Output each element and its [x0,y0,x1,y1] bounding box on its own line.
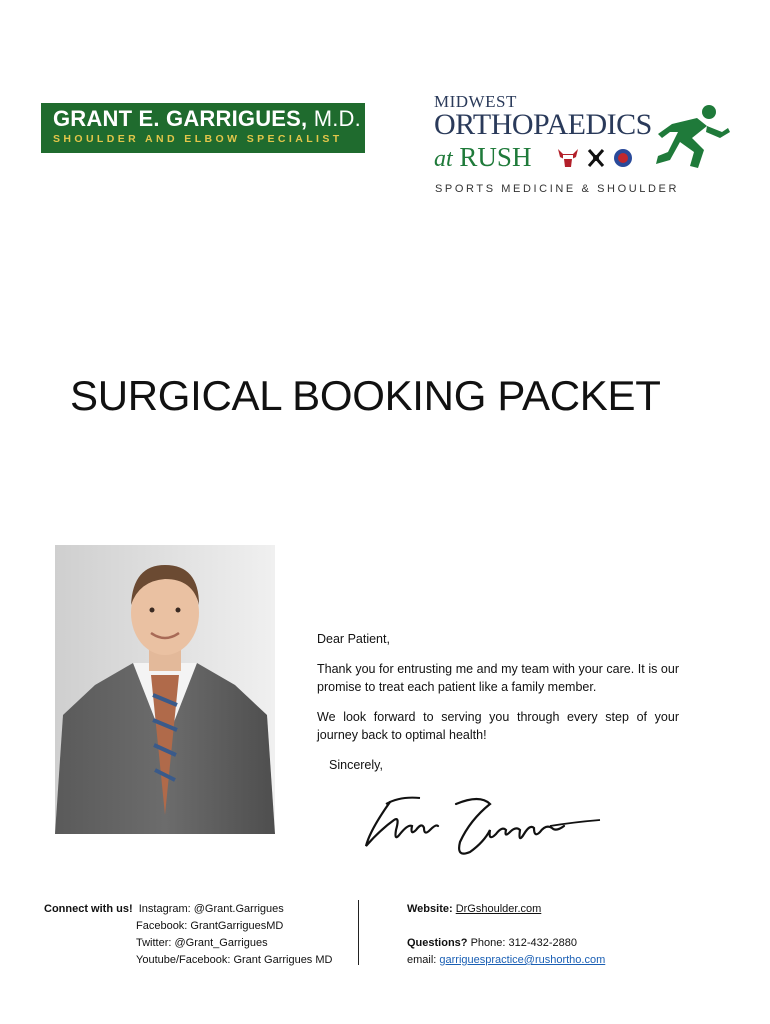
doctor-suffix: M.D. [313,106,361,131]
website-link[interactable]: DrGshoulder.com [455,903,542,915]
practice-logo-line1: MIDWEST [434,92,517,111]
doctor-tagline: SHOULDER AND ELBOW SPECIALIST [53,133,343,145]
letter-greeting: Dear Patient, [317,632,390,646]
connect-label: Connect with us! [44,903,133,915]
doctor-logo [41,103,365,153]
letter-paragraph: Thank you for entrusting me and my team with your care. It is our promise to treat each patient like a family member. [317,662,679,694]
runner-icon [652,102,732,174]
twitter-handle: Twitter: @Grant_Garrigues [136,937,268,949]
fire-emblem-icon [612,147,634,169]
footer-divider [358,900,359,965]
social-links [44,901,332,969]
practice-logo-tagline: SPORTS MEDICINE & SHOULDER [435,183,680,195]
letter-paragraph: We look forward to serving you through every step of your journey back to optimal health! [317,710,679,742]
practice-logo [434,90,734,200]
team-emblems [556,147,634,169]
letter-closing: Sincerely, [329,758,383,772]
footer [0,895,770,975]
letter [317,630,679,786]
instagram-handle: Instagram: @Grant.Garrigues [138,903,284,915]
questions-label: Questions? [407,937,468,949]
doctor-name: GRANT E. GARRIGUES, [53,106,308,131]
facebook-handle: Facebook: GrantGarriguesMD [136,920,284,932]
website-label: Website: [407,903,453,915]
practice-logo-at: at [434,146,453,172]
signature [360,790,610,862]
sox-emblem-icon [586,147,606,169]
bulls-emblem-icon [556,147,580,169]
practice-logo-line3 [434,142,531,173]
practice-logo-rush: RUSH [459,142,532,172]
phone-number: Phone: 312-432-2880 [470,937,578,949]
youtube-handle: Youtube/Facebook: Grant Garrigues MD [136,954,333,966]
email-link[interactable]: garriguespractice@rushortho.com [439,954,606,966]
practice-logo-line2: ORTHOPAEDICS [434,108,652,141]
doctor-photo [55,545,275,834]
contact-info [407,901,605,969]
email-label: email: [407,954,437,966]
page-title: SURGICAL BOOKING PACKET [70,372,661,419]
